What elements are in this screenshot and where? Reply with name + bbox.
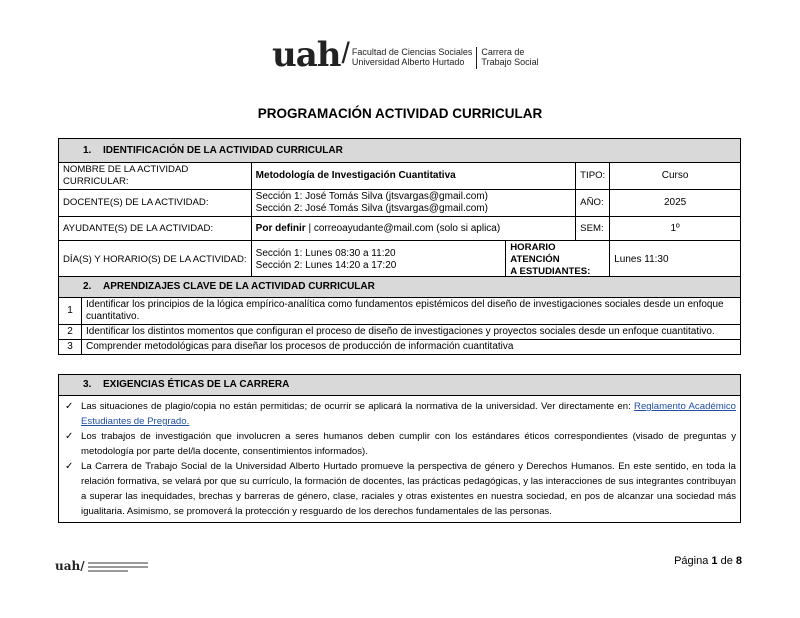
section-1-header: 1. IDENTIFICACIÓN DE LA ACTIVIDAD CURRICULAR	[59, 139, 741, 163]
docente-value: Sección 1: José Tomás Silva (jtsvargas@gmail.com) Sección 2: José Tomás Silva (jtsvargas@gmail.com)	[251, 190, 576, 217]
list-item: ✓ Los trabajos de investigación que involucren a seres humanos deben cumplir con los estándares éticos correspondientes (visado de preguntas y metodología por parte del/la docente, consentimientos informados).	[65, 431, 736, 457]
horario-value: Sección 1: Lunes 08:30 a 11:20 Sección 2: Lunes 14:20 a 17:20	[251, 241, 506, 280]
identification-table	[58, 138, 741, 280]
atencion-value: Lunes 11:30	[610, 241, 741, 280]
list-item: ✓ Las situaciones de plagio/copia no están permitidas; de ocurrir se aplicará la normativa de la universidad. Ver directamente en: Reglamento Académico Estudiantes de Pregrado.	[65, 401, 736, 427]
table-row	[59, 396, 741, 523]
atencion-label: HORARIO ATENCIÓN A ESTUDIANTES:	[506, 241, 610, 280]
list-item: ✓ La Carrera de Trabajo Social de la Universidad Alberto Hurtado promueve la perspectiva de género y Derechos Humanos. En este sentido, en toda la relación formativa, se velará por que su currículo, la formación de docentes, las prácticas pedagógicas, y las interacciones de sus integrantes contribuyan a superar las inequidades, brechas y barreras de género, clase, raciales y otras existentes en nuestra sociedad, en pos de alcanzar una sociedad más igualitaria. Asimismo, se promoverá la protección y resguardo de los derechos fundamentales de las personas.	[65, 461, 736, 517]
nombre-label: NOMBRE DE LA ACTIVIDAD CURRICULAR:	[59, 163, 252, 190]
section-2-header: 2. APRENDIZAJES CLAVE DE LA ACTIVIDAD CURRICULAR	[59, 277, 741, 298]
horario-label: DÍA(S) Y HORARIO(S) DE LA ACTIVIDAD:	[59, 241, 252, 280]
section-1-heading: IDENTIFICACIÓN DE LA ACTIVIDAD CURRICULAR	[103, 144, 343, 156]
logo-wordmark: uah	[272, 35, 341, 75]
page-number: Página 1 de 8	[674, 555, 742, 567]
ayudante-value: Por definir | correoayudante@mail.com (solo si aplica)	[251, 217, 576, 241]
outcome-text: Comprender metodológicas para diseñar los procesos de producción de información cuantitativa	[82, 340, 741, 355]
section-2-heading: APRENDIZAJES CLAVE DE LA ACTIVIDAD CURRICULAR	[103, 281, 375, 292]
checkmark-icon: ✓	[65, 401, 74, 412]
header-logo	[272, 35, 539, 75]
logo-faculty: Facultad de Ciencias Sociales Universidad Alberto Hurtado	[351, 47, 473, 67]
table-row	[59, 190, 741, 217]
nombre-value: Metodología de Investigación Cuantitativa	[251, 163, 576, 190]
document-title: PROGRAMACIÓN ACTIVIDAD CURRICULAR	[257, 106, 543, 121]
section-3-header: 3. EXIGENCIAS ÉTICAS DE LA CARRERA	[59, 375, 741, 396]
checkmark-icon: ✓	[65, 431, 74, 442]
checkmark-icon: ✓	[65, 461, 74, 472]
ayudante-label: AYUDANTE(S) DE LA ACTIVIDAD:	[59, 217, 252, 241]
footer-logo: uah/	[55, 560, 148, 574]
outcome-text: Identificar los principios de la lógica empírico-analítica como fundamentos epistémicos del diseño de investigaciones sociales desde un enfoque cuantitativo.	[82, 298, 741, 325]
tipo-label: TIPO:	[576, 163, 610, 190]
table-row: 2 Identificar los distintos momentos que configuran el proceso de diseño de investigaciones y proyectos sociales desde un enfoque cuantitativo.	[59, 325, 741, 340]
tipo-value: Curso	[610, 163, 741, 190]
docente-label: DOCENTE(S) DE LA ACTIVIDAD:	[59, 190, 252, 217]
table-row	[59, 163, 741, 190]
regulation-link[interactable]: Reglamento Académico Estudiantes de Pregrado.	[81, 401, 736, 427]
logo-career: Carrera de Trabajo Social	[481, 47, 539, 67]
sem-value: 1º	[610, 217, 741, 241]
anio-value: 2025	[610, 190, 741, 217]
anio-label: AÑO:	[576, 190, 610, 217]
section-3-heading: EXIGENCIAS ÉTICAS DE LA CARRERA	[103, 379, 290, 390]
table-row: 1 Identificar los principios de la lógica empírico-analítica como fundamentos epistémicos del diseño de investigaciones sociales desde un enfoque cuantitativo.	[59, 298, 741, 325]
table-row: 3 Comprender metodológicas para diseñar los procesos de producción de información cuantitativa	[59, 340, 741, 355]
logo-divider	[476, 47, 477, 69]
ethics-table	[58, 374, 741, 523]
table-row	[59, 241, 741, 280]
table-row	[59, 217, 741, 241]
outcome-text: Identificar los distintos momentos que configuran el proceso de diseño de investigaciones y proyectos sociales desde un enfoque cuantitativo.	[82, 325, 741, 340]
sem-label: SEM:	[576, 217, 610, 241]
logo-slash: /	[341, 37, 350, 70]
learning-outcomes-table	[58, 276, 741, 355]
